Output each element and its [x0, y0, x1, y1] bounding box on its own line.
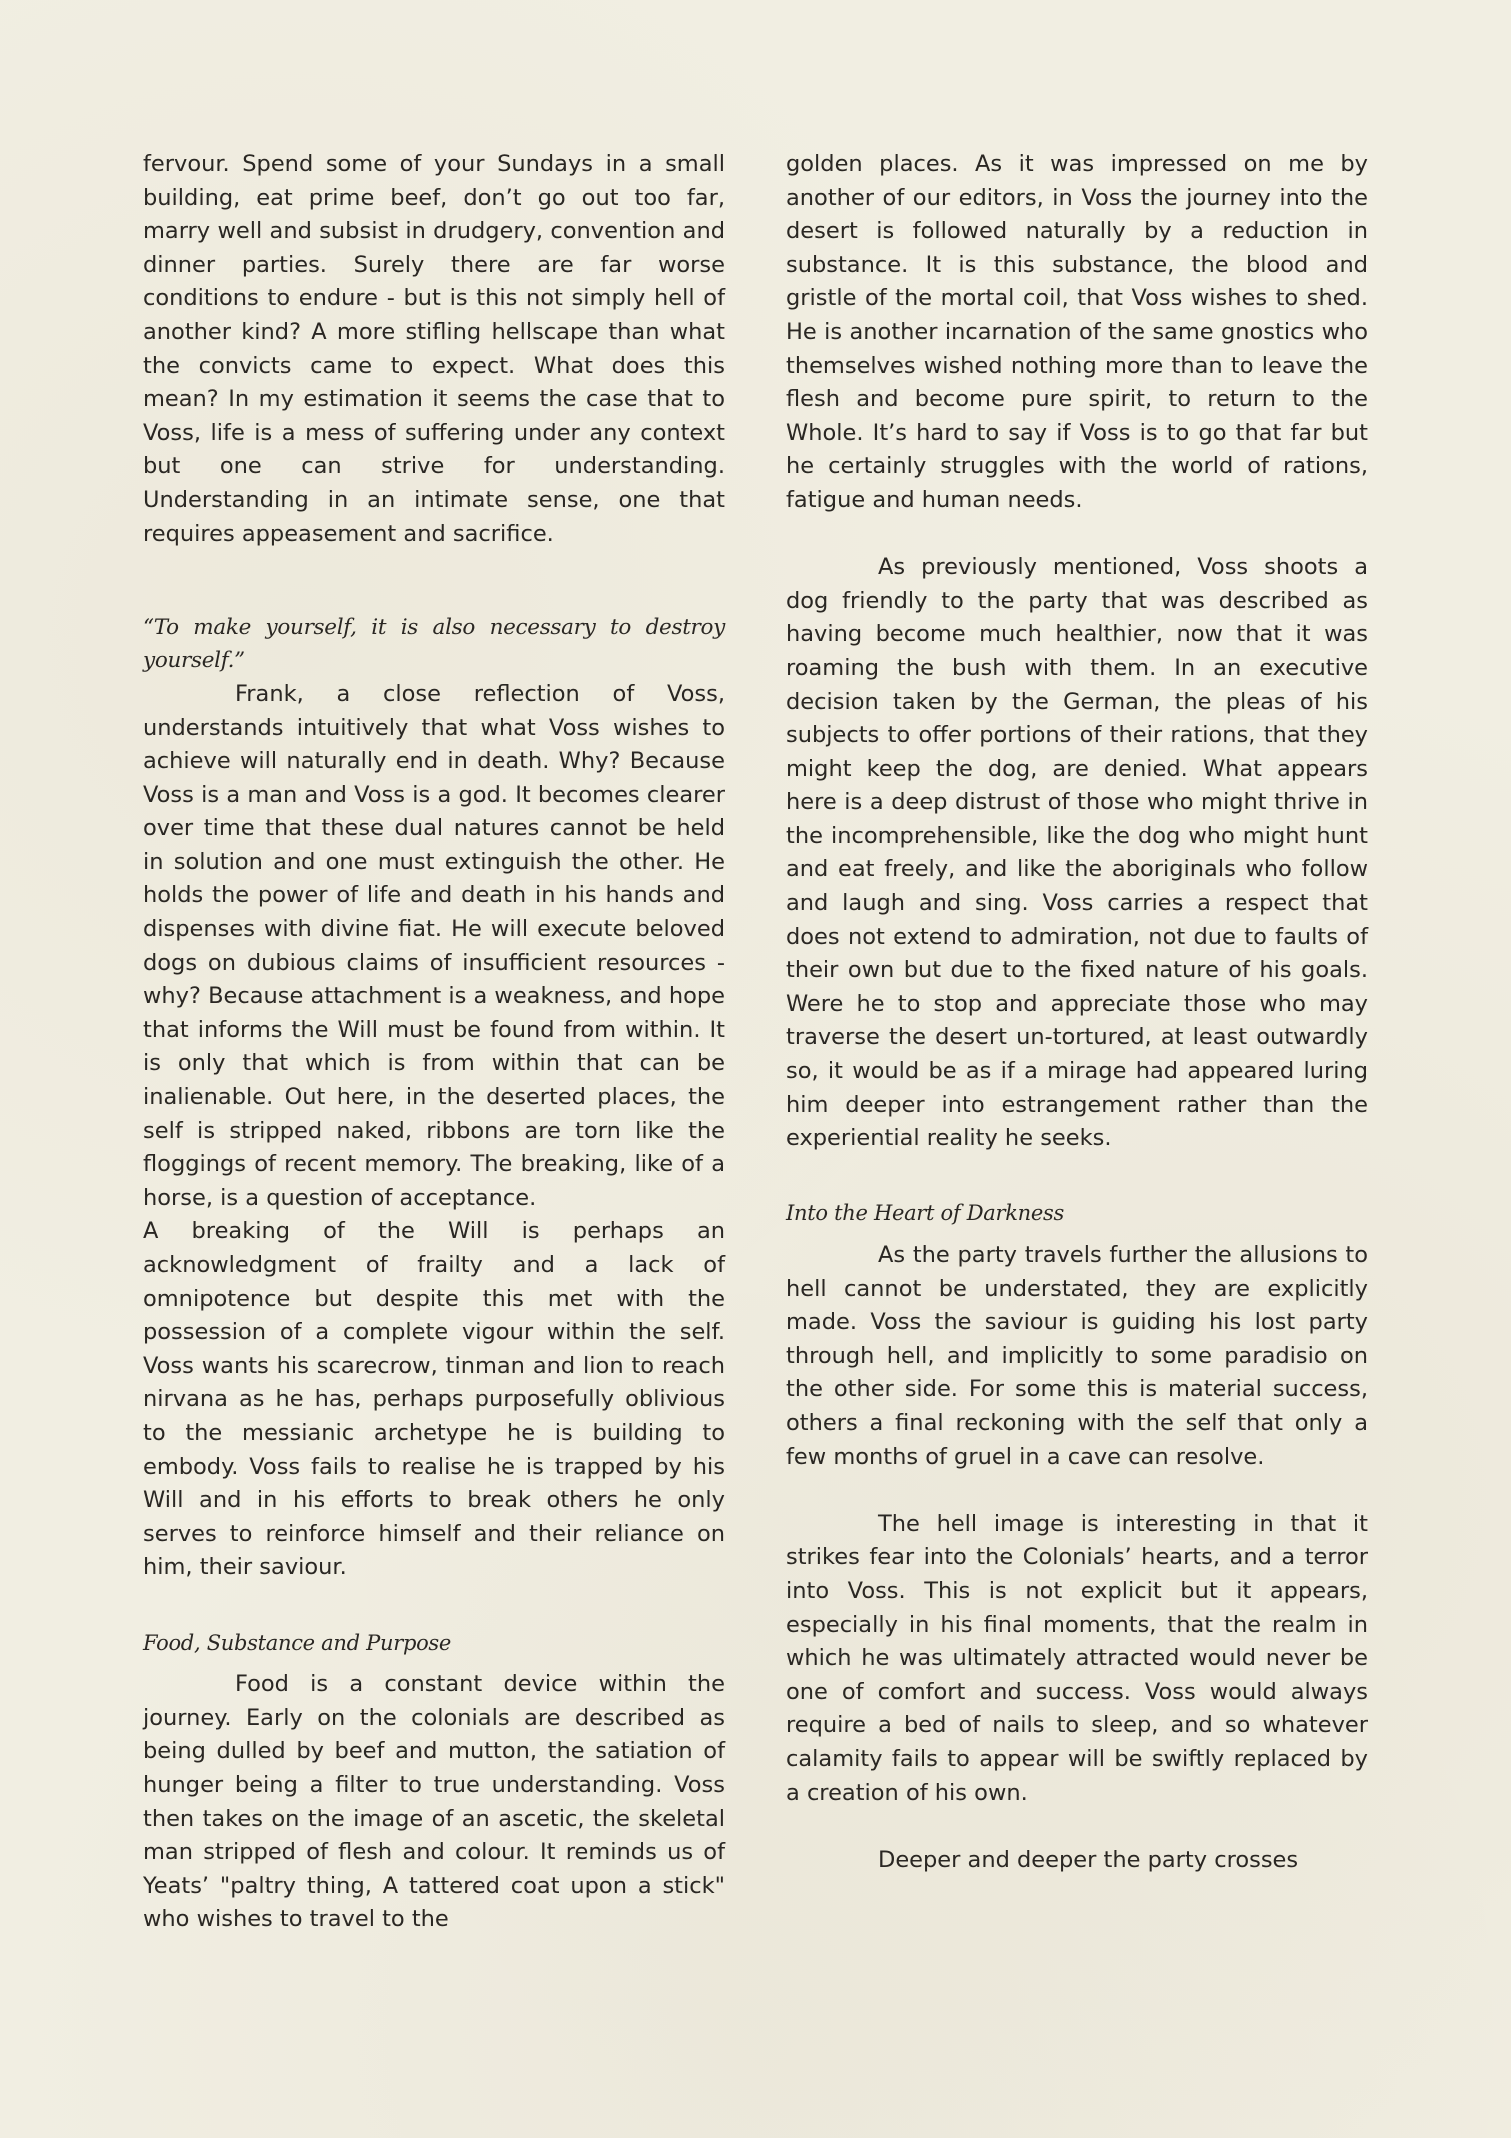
paragraph-golden-places: golden places. As it was impressed on me by another of our editors, in Voss the journey into the desert is followed naturally by a reduction in substance. It is this substance, the blood and gristle of the mortal coil, that Voss wishes to shed. He is another incarnation of the same gnostics who themselves wished nothing more than to leave the flesh and become pure spirit, to return to the Whole. It’s hard to say if Voss is to go that far but he certainly struggles with the world of rations, fatigue and human needs.	[786, 151, 1368, 513]
paragraph-hell-of-another-kind: fervour. Spend some of your Sundays in a small building, eat prime beef, don’t go out too far, marry well and subsist in drudgery, convention and dinner parties. Surely there are far worse conditions to endure - but is this not simply hell of another kind? A more stifling hellscape than what the convicts came to expect. What does this mean? In my estimation it seems the case that to Voss, life is a mess of suffering under any context but one can strive for understanding. Understanding in an intimate sense, one that requires appeasement and sacrifice.	[143, 151, 725, 547]
left-column	[143, 148, 725, 1937]
paragraph-breaking-of-will: A breaking of the Will is perhaps an acknowledgment of frailty and a lack of omnipotence but despite this met with the possession of a complete vigour within the self. Voss wants his scarecrow, tinman and lion to reach nirvana as he has, perhaps purposefully oblivious to the messianic archetype he is building to embody. Voss fails to realise he is trapped by his Will and in his efforts to break others he only serves to reinforce himself and their reliance on him, their saviour.	[143, 1218, 725, 1581]
section-heading-darkness: Into the Heart of Darkness	[786, 1201, 1064, 1226]
paragraph-food-device: Food is a constant device within the journey. Early on the colonials are described as being dulled by beef and mutton, the satiation of hunger being a filter to true understanding. Voss then takes on the image of an ascetic, the skeletal man stripped of flesh and colour. It reminds us of Yeats’ "paltry thing, A tattered coat upon a stick" who wishes to travel to the	[143, 1671, 725, 1933]
paragraph-dog-shooting: As previously mentioned, Voss shoots a dog friendly to the party that was described as having become much healthier, now that it was roaming the bush with them. In an executive decision taken by the German, the pleas of his subjects to offer portions of their rations, that they might keep the dog, are denied. What appears here is a deep distrust of those who might thrive in the incomprehensible, like the dog who might hunt and eat freely, and like the aboriginals who follow and laugh and sing. Voss carries a respect that does not extend to admiration, not due to faults of their own but due to the fixed nature of his goals. Were he to stop and appreciate those who may traverse the desert un-tortured, at least outwardly so, it would be as if a mirage had appeared luring him deeper into estrangement rather than the experiential reality he seeks.	[786, 554, 1368, 1152]
paragraph-allusions-to-hell: As the party travels further the allusions to hell cannot be understated, they are explicitly made. Voss the saviour is guiding his lost party through hell, and implicitly to some paradisio on the other side. For some this is material success, others a final reckoning with the self that only a few months of gruel in a cave can resolve.	[786, 1242, 1368, 1470]
paragraph-frank-reflection: Frank, a close reflection of Voss, understands intuitively that what Voss wishes to achieve will naturally end in death. Why? Because Voss is a man and Voss is a god. It becomes clearer over time that these dual natures cannot be held in solution and one must extinguish the other. He holds the power of life and death in his hands and dispenses with divine fiat. He will execute beloved dogs on dubious claims of insufficient resources - why? Because attachment is a weakness, and hope that informs the Will must be found from within. It is only that which is from within that can be inalienable. Out here, in the deserted places, the self is stripped naked, ribbons are torn like the floggings of recent memory. The breaking, like of a horse, is a question of acceptance.	[143, 680, 725, 1211]
pull-quote: “To make yourself, it is also necessary to destroy yourself.”	[143, 614, 725, 674]
right-column	[786, 148, 1368, 1877]
section-heading-food: Food, Substance and Purpose	[143, 1630, 452, 1655]
paragraph-hell-image: The hell image is interesting in that it strikes fear into the Colonials’ hearts, and a terror into Voss. This is not explicit but it appears, especially in his final moments, that the realm in which he was ultimately attracted would never be one of comfort and success. Voss would always require a bed of nails to sleep, and so whatever calamity fails to appear will be swiftly replaced by a creation of his own.	[786, 1510, 1368, 1806]
paragraph-deeper-and-deeper: Deeper and deeper the party crosses	[878, 1846, 1299, 1873]
